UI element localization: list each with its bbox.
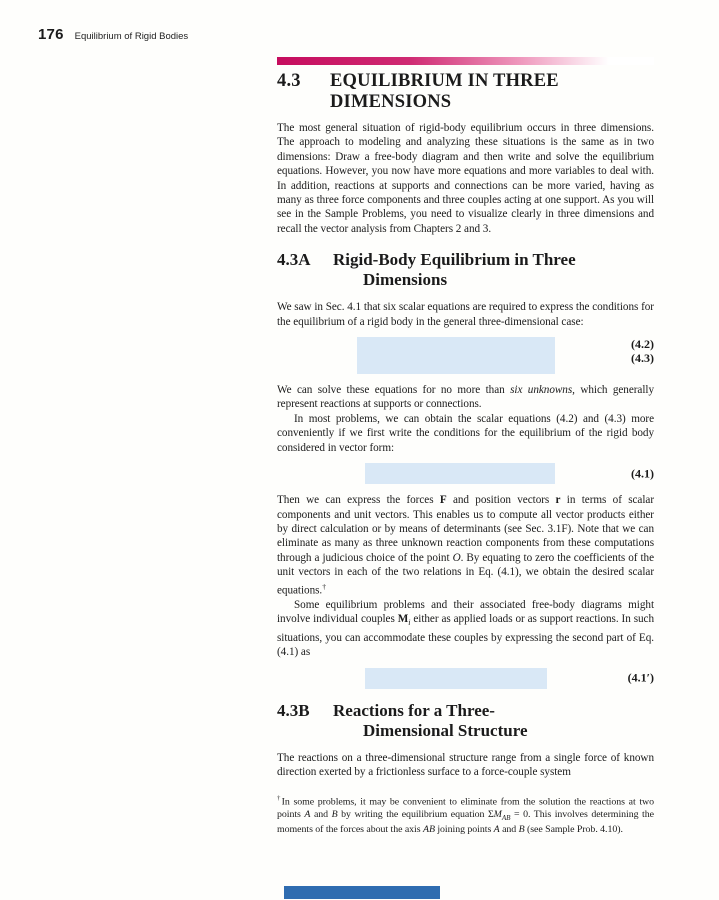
- equation-number-4-3: (4.3): [631, 350, 654, 365]
- page-number: 176: [38, 26, 64, 43]
- equation-row-4-1: [277, 463, 654, 484]
- equation-highlight-box: [357, 337, 555, 374]
- equation-row-4-2-4-3: [277, 337, 654, 374]
- section-heading-4-3: [277, 71, 654, 112]
- section-number: 4.3A: [277, 250, 311, 270]
- section-title: EQUILIBRIUM IN THREE DIMENSIONS: [330, 71, 559, 112]
- paragraph-4-3a-3: In most problems, we can obtain the scalar equations (4.2) and (4.3) more conveniently if we first write the conditions for the equilibrium of the rigid body considered in vector form:: [277, 412, 654, 454]
- section-number: 4.3B: [277, 700, 310, 720]
- section-heading-4-3a: [277, 250, 654, 290]
- main-text-column: [277, 57, 654, 836]
- section-number: 4.3: [277, 71, 301, 91]
- paragraph-4-3b-1: The reactions on a three-dimensional structure range from a single force of known direction exerted by a frictionless surface to a force-couple system: [277, 751, 654, 778]
- section-accent-gradient-bar: [277, 57, 654, 65]
- equation-highlight-box: [365, 463, 555, 484]
- paragraph-4-3a-1: We saw in Sec. 4.1 that six scalar equations are required to express the conditions for the equilibrium of a rigid body in the general three-dimensional case:: [277, 301, 654, 328]
- paragraph-4-3a-4: Then we can express the forces F and position vectors r in terms of scalar components and unit vectors. This enables us to compute all vector products either by direct calculation or by means of determinants (see Sec. 3.1F). Note that we can eliminate as many as three unknown reaction components from these computations through a judicious choice of the point O. By equating to zero the coefficients of the unit vectors in each of the two relations in Eq. (4.1), we obtain the desired scalar equations.†: [277, 494, 654, 597]
- equation-highlight-box: [365, 668, 547, 689]
- page-header: [38, 26, 188, 43]
- paragraph-4-3-intro: The most general situation of rigid-body equilibrium occurs in three dimensions. The approach to modeling and analyzing these situations is the same as in two dimensions: Draw a free-body diagram and then write and solve the equilibrium equations. However, you now have more equations and more variables to deal with. In addition, reactions at supports and connections can be more varied, having as many as three force components and three couples acting at one support. As you will see in the Sample Problems, you need to visualize clearly in three dimensions and recall the vector analysis from Chapters 2 and 3.: [277, 122, 654, 235]
- equation-numbers: [631, 338, 654, 365]
- equation-number-4-1: (4.1): [631, 466, 654, 481]
- section-heading-4-3b: [277, 701, 654, 741]
- footnote: †In some problems, it may be convenient to eliminate from the solution the reactions at two points A and B by writing the equilibrium equation $\Sigma M_{AB} = 0$. This involves determining the moments of the forces about the axis AB joining points A and B (see Sample Prob. 4.10).: [277, 795, 655, 836]
- running-head: Equilibrium of Rigid Bodies: [74, 31, 189, 42]
- equation-row-4-1-prime: [277, 668, 654, 689]
- equation-number-4-2: (4.2): [631, 337, 654, 352]
- paragraph-4-3a-2: We can solve these equations for no more than six unknowns, which generally represent reactions at supports or connections.: [277, 384, 654, 411]
- section-title: Reactions for a Three-Dimensional Structure: [333, 700, 528, 740]
- page-bottom-bar: [284, 886, 440, 899]
- paragraph-4-3a-5: Some equilibrium problems and their associated free-body diagrams might involve individual couples $M_i$ either as applied loads or as support reactions. In such situations, you can accommodate these couples by expressing the second part of Eq. (4.1) as: [277, 598, 654, 659]
- equation-number-4-1-prime: (4.1′): [627, 670, 654, 685]
- section-title: Rigid-Body Equilibrium in Three Dimensions: [333, 250, 576, 290]
